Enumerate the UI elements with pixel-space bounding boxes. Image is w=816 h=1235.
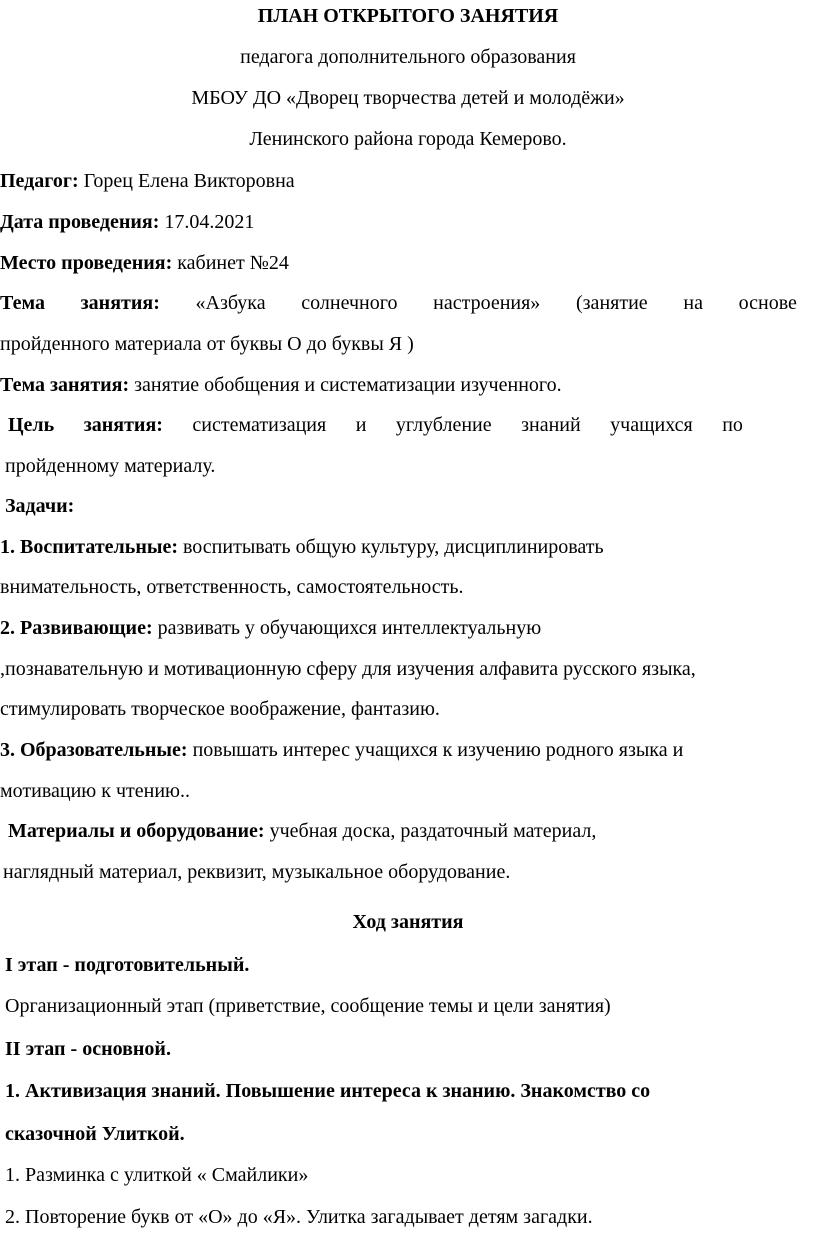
- tasks-heading: Задачи:: [5, 495, 75, 517]
- task1-line-1: 1. Воспитательные: воспитывать общую культуру, дисциплинировать: [0, 536, 604, 558]
- document-title: ПЛАН ОТКРЫТОГО ЗАНЯТИЯ: [257, 5, 559, 27]
- stage2-heading: II этап - основной.: [5, 1038, 171, 1060]
- subtitle-line-2: МБОУ ДО «Дворец творчества детей и молодёжи»: [191, 87, 625, 109]
- item-1: 1. Разминка с улиткой « Смайлики»: [5, 1164, 309, 1186]
- date-label: Дата проведения:: [0, 211, 160, 233]
- task3-line-1: 3. Образовательные: повышать интерес учащихся к изучению родного языка и: [0, 739, 684, 761]
- subsection1-line-1: 1. Активизация знаний. Повышение интереса к знанию. Знакомство со: [5, 1080, 651, 1102]
- teacher-value: Горец Елена Викторовна: [78, 170, 295, 192]
- goal-line-2: пройденному материалу.: [5, 455, 216, 477]
- subtitle-line-1: педагога дополнительного образования: [240, 46, 576, 68]
- task2-line-3: стимулировать творческое воображение, фантазию.: [0, 698, 440, 720]
- task2-line-1: 2. Развивающие: развивать у обучающихся интеллектуальную: [0, 617, 542, 639]
- place-line: [0, 251, 816, 275]
- item-2: 2. Повторение букв от «О» до «Я». Улитка загадывает детям загадки.: [5, 1206, 593, 1228]
- stage1-text: Организационный этап (приветствие, сообщение темы и цели занятия): [5, 995, 611, 1017]
- date-line: [0, 210, 816, 234]
- task1-line-2: внимательность, ответственность, самостоятельность.: [0, 576, 464, 598]
- topic2-line: Тема занятия: занятие обобщения и систематизации изученного.: [0, 374, 562, 396]
- place-label: Место проведения:: [0, 252, 173, 274]
- teacher-line: [0, 169, 816, 193]
- subtitle-line-3: Ленинского района города Кемерово.: [249, 128, 567, 150]
- materials-line-1: Материалы и оборудование: учебная доска, раздаточный материал,: [8, 820, 597, 842]
- place-value: кабинет №24: [172, 252, 289, 274]
- teacher-label: Педагог:: [0, 170, 79, 192]
- stage1-heading: I этап - подготовительный.: [5, 954, 250, 976]
- date-value: 17.04.2021: [159, 211, 255, 233]
- materials-line-2: наглядный материал, реквизит, музыкальное оборудование.: [3, 861, 511, 883]
- subsection1-line-2: сказочной Улиткой.: [5, 1123, 185, 1145]
- course-heading: Ход занятия: [352, 911, 464, 933]
- topic-line-2: пройденного материала от буквы О до буквы Я ): [0, 333, 414, 355]
- topic-line-1: Тема занятия: «Азбука солнечного настроения» (занятие на основе: [0, 292, 797, 314]
- goal-line-1: Цель занятия: систематизация и углубление знаний учащихся по: [8, 414, 743, 436]
- task3-line-2: мотивацию к чтению..: [0, 780, 190, 802]
- task2-line-2: ,познавательную и мотивационную сферу для изучения алфавита русского языка,: [0, 658, 696, 680]
